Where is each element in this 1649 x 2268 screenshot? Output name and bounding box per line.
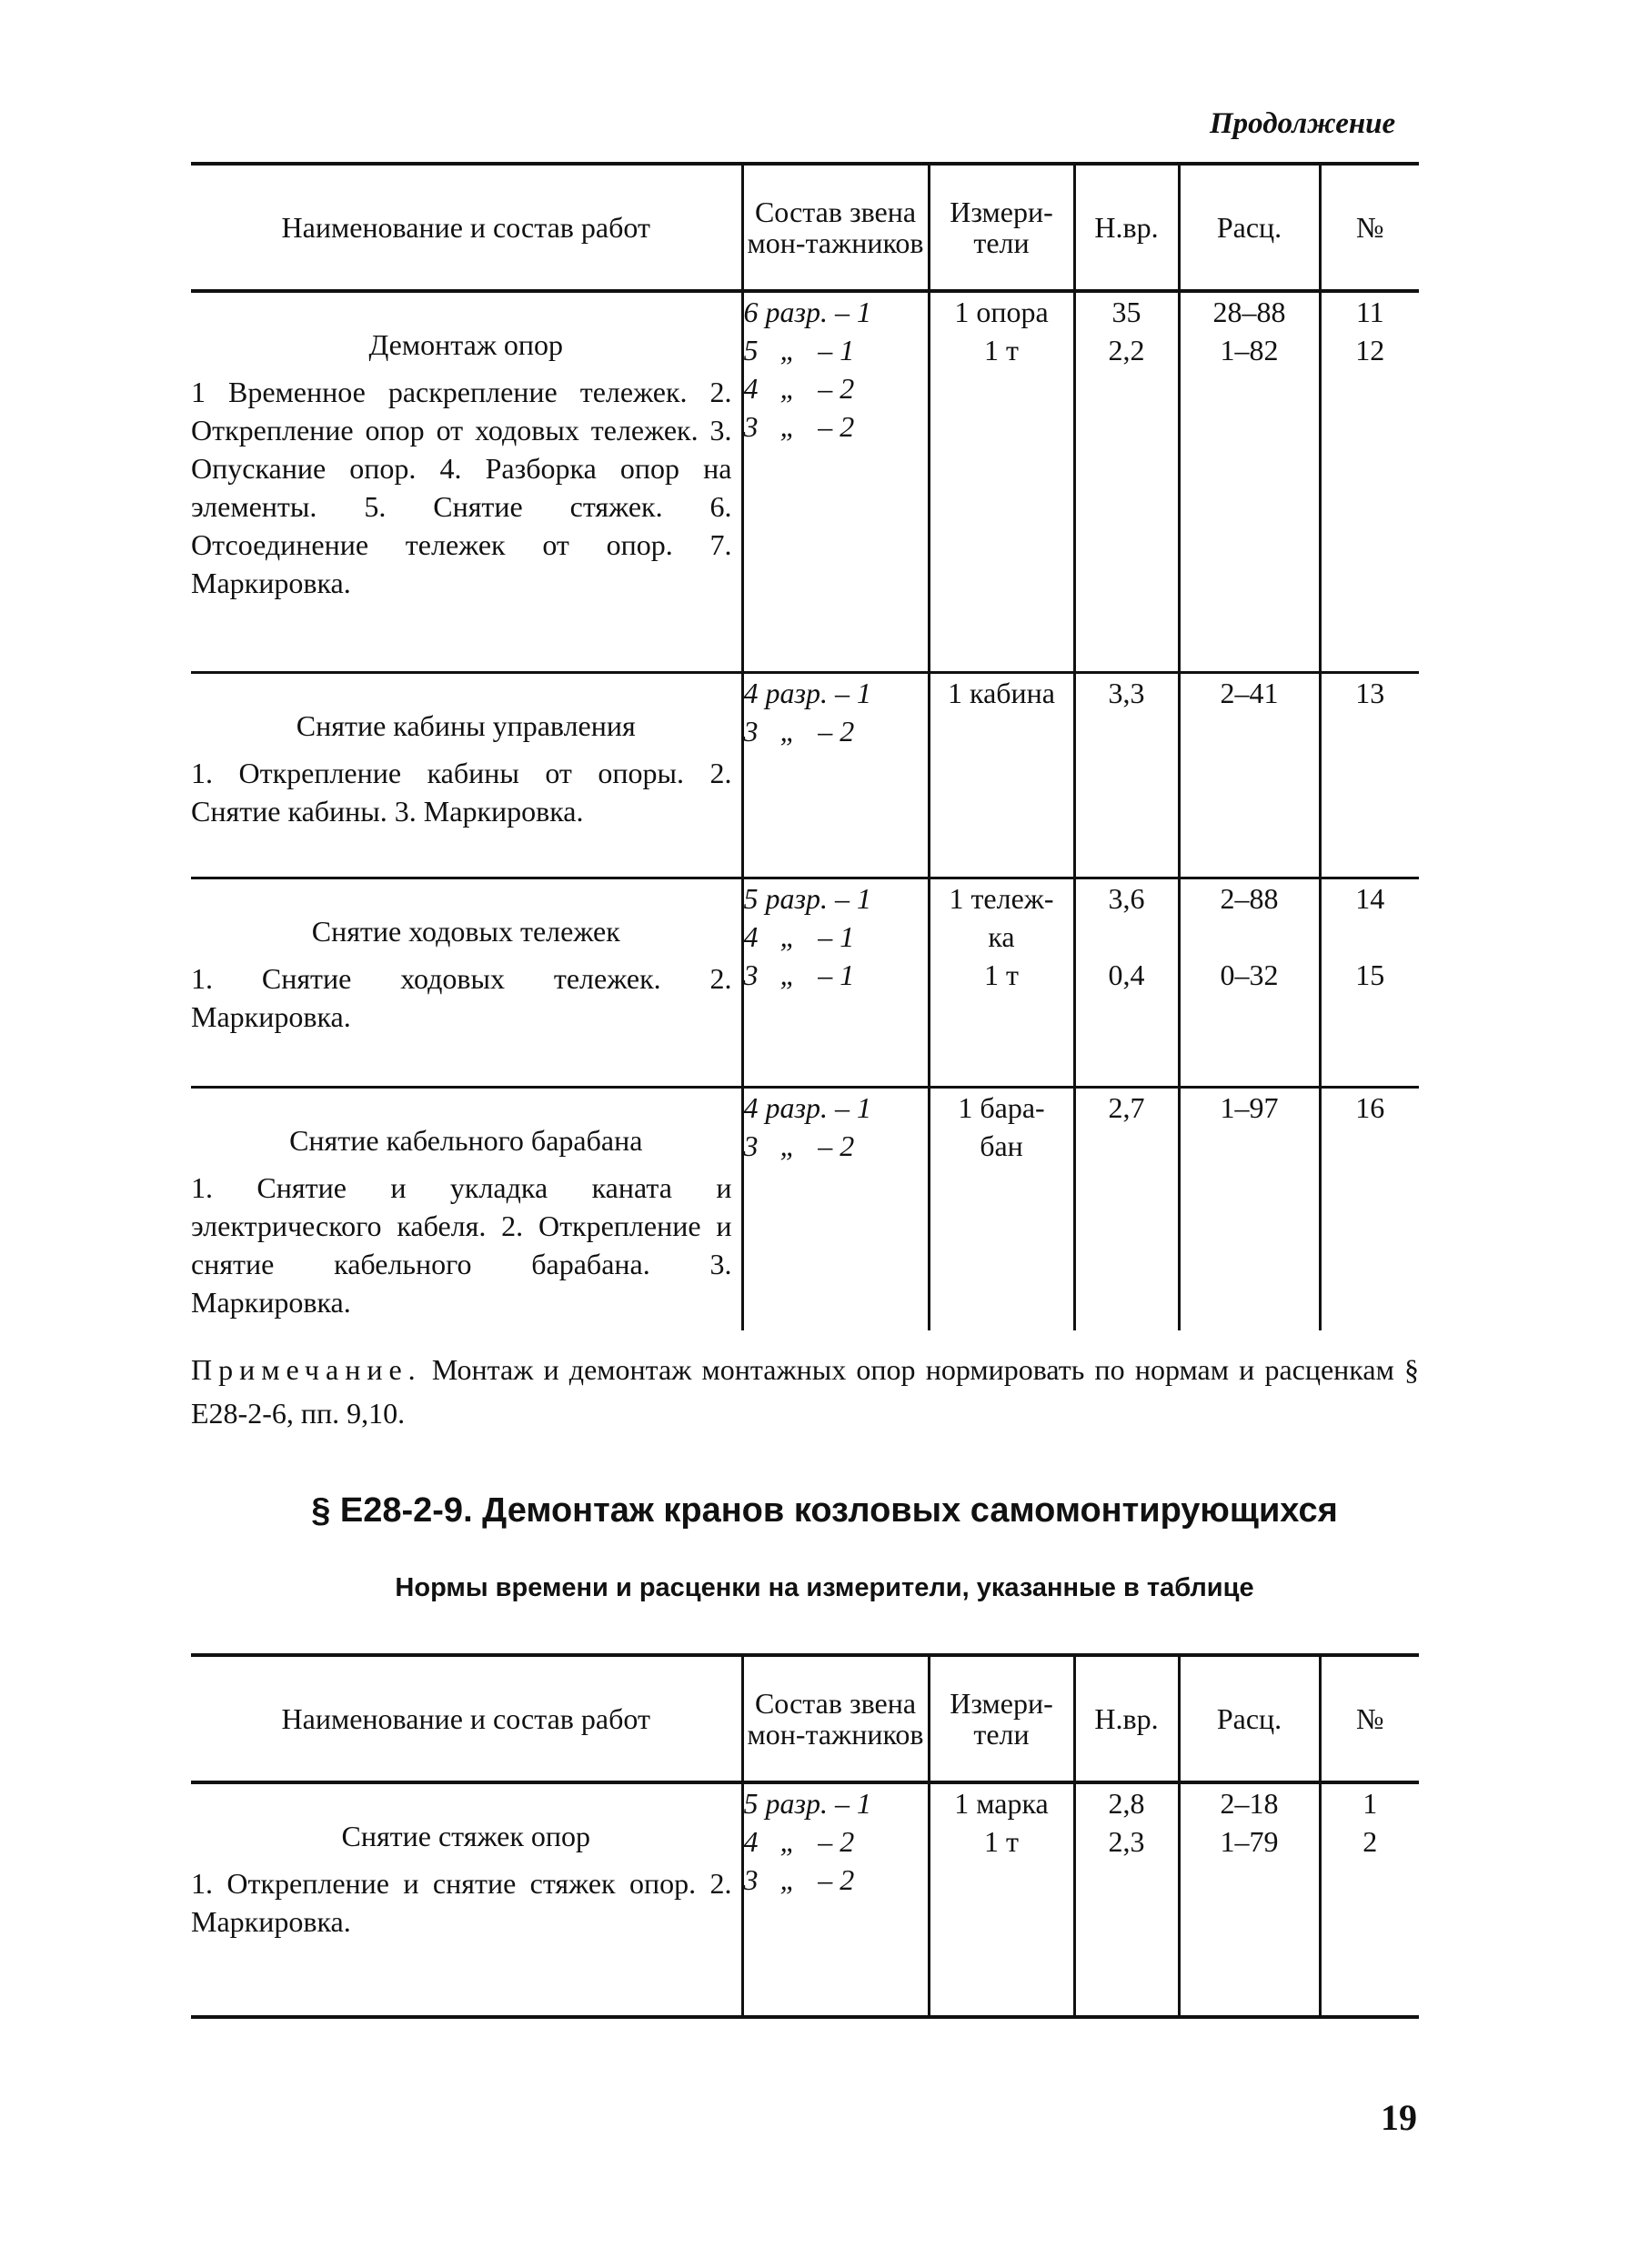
header-name: Наименование и состав работ	[191, 164, 742, 291]
num-cell: 1 2	[1320, 1782, 1419, 2015]
table-note	[191, 1348, 1419, 1435]
work-description: 1. Открепление и снятие стяжек опор. 2. Маркировка.	[191, 1867, 732, 1938]
crew-composition: 6 разр. – 1 5 „ – 1 4 „ – 2 3 „ – 2	[742, 291, 929, 672]
norms-table-1	[191, 162, 1419, 1330]
crew-composition: 4 разр. – 1 3 „ – 2	[742, 1087, 929, 1330]
num-cell: 14 15	[1320, 878, 1419, 1087]
rate-cell: 2–41	[1179, 672, 1320, 878]
table-row	[191, 878, 1419, 1087]
section-heading: § Е28-2-9. Демонтаж кранов козловых самомонтирующихся	[311, 1491, 1338, 1530]
header-norm: Н.вр.	[1074, 164, 1179, 291]
rate-cell: 1–97	[1179, 1087, 1320, 1330]
header-unit: Измери-тели	[929, 1655, 1074, 1782]
section-title: Снятие кабельного барабана	[289, 1123, 643, 1157]
header-rate: Расц.	[1179, 164, 1320, 291]
header-crew: Состав звена мон-тажников	[742, 1655, 929, 1782]
unit-cell: 1 опора 1 т	[929, 291, 1074, 672]
table-header	[191, 164, 1419, 291]
header-crew: Состав звена мон-тажников	[742, 164, 929, 291]
section-title: Демонтаж опор	[368, 328, 564, 361]
work-description: 1. Открепление кабины от опоры. 2. Снятие кабины. 3. Маркировка.	[191, 756, 732, 828]
header-norm: Н.вр.	[1074, 1655, 1179, 1782]
work-description: 1 Временное раскрепление тележек. 2. Открепление опор от ходовых тележек. 3. Опускание опор. 4. Разборка опор на элементы. 5. Снятие стяжек. 6. Отсоединение тележек от опор. 7. Маркировка.	[191, 376, 732, 599]
unit-cell: 1 бара- бан	[929, 1087, 1074, 1330]
num-cell: 13	[1320, 672, 1419, 878]
norm-cell: 3,6 0,4	[1074, 878, 1179, 1087]
header-name: Наименование и состав работ	[191, 1655, 742, 1782]
num-cell: 11 12	[1320, 291, 1419, 672]
header-num: №	[1320, 1655, 1419, 1782]
work-description: 1. Снятие и укладка каната и электрического кабеля. 2. Открепление и снятие кабельного барабана. 3. Маркировка.	[191, 1170, 732, 1319]
table-row	[191, 291, 1419, 672]
norm-cell: 3,3	[1074, 672, 1179, 878]
section-title: Снятие кабины управления	[296, 708, 636, 742]
section-title: Снятие стяжек опор	[341, 1820, 591, 1852]
section-title: Снятие ходовых тележек	[311, 914, 620, 948]
norms-table-2	[191, 1653, 1419, 2015]
header-num: №	[1320, 164, 1419, 291]
table-bottom-rule	[191, 2015, 1419, 2019]
header-rate: Расц.	[1179, 1655, 1320, 1782]
crew-composition: 5 разр. – 1 4 „ – 2 3 „ – 2	[742, 1782, 929, 2015]
norm-cell: 2,7	[1074, 1087, 1179, 1330]
page-number: 19	[1381, 2097, 1417, 2138]
table-row	[191, 1087, 1419, 1330]
unit-cell: 1 кабина	[929, 672, 1074, 878]
unit-cell: 1 марка 1 т	[929, 1782, 1074, 2015]
table-row	[191, 1782, 1419, 2015]
header-unit: Измери-тели	[929, 164, 1074, 291]
table-row	[191, 672, 1419, 878]
note-label: Примечание.	[191, 1353, 422, 1386]
num-cell: 16	[1320, 1087, 1419, 1330]
table-header	[191, 1655, 1419, 1782]
rate-cell: 2–88 0–32	[1179, 878, 1320, 1087]
rate-cell: 28–88 1–82	[1179, 291, 1320, 672]
rate-cell: 2–18 1–79	[1179, 1782, 1320, 2015]
unit-cell: 1 тележ- ка 1 т	[929, 878, 1074, 1087]
norm-cell: 35 2,2	[1074, 291, 1179, 672]
work-description: 1. Снятие ходовых тележек. 2. Маркировка.	[191, 961, 732, 1033]
note-text: Монтаж и демонтаж монтажных опор нормировать по нормам и расценкам § Е28-2-6, пп. 9,10.	[191, 1353, 1420, 1430]
norm-cell: 2,8 2,3	[1074, 1782, 1179, 2015]
section-subheading: Нормы времени и расценки на измерители, указанные в таблице	[395, 1573, 1254, 1602]
continuation-label: Продолжение	[1210, 107, 1396, 140]
crew-composition: 4 разр. – 1 3 „ – 2	[742, 672, 929, 878]
crew-composition: 5 разр. – 1 4 „ – 1 3 „ – 1	[742, 878, 929, 1087]
